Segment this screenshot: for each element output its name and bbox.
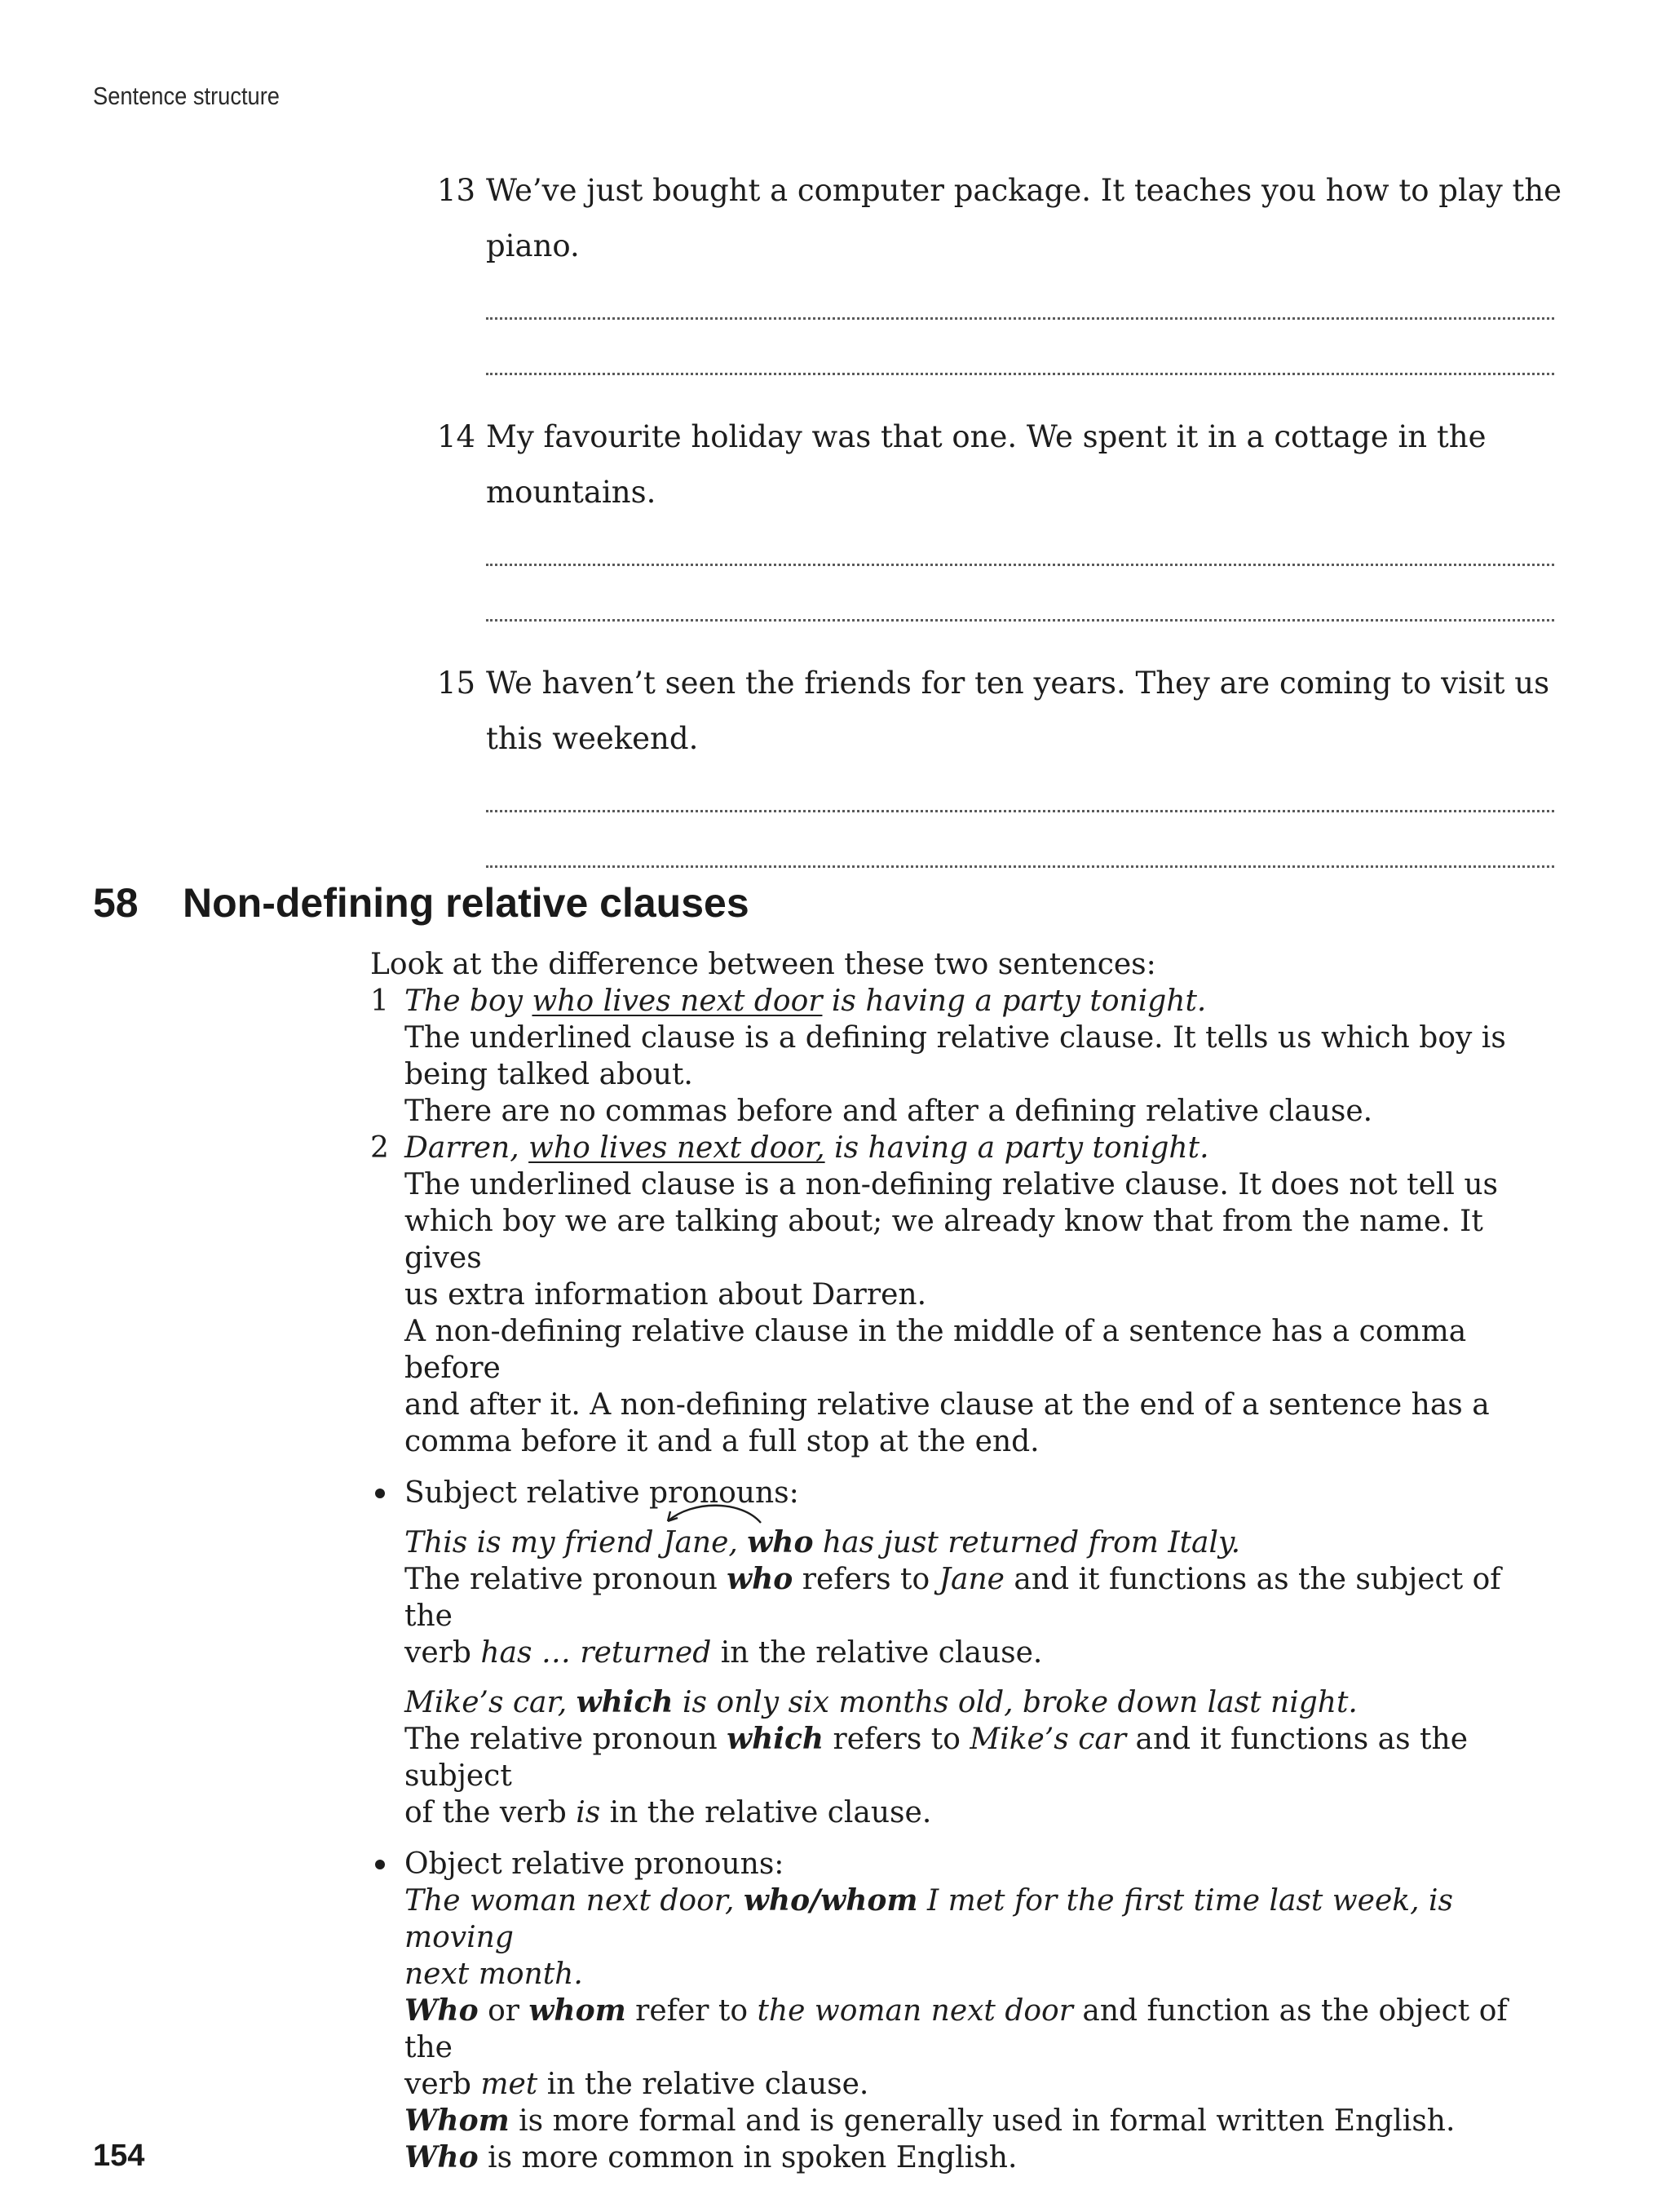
text-part: the woman next door: [757, 1994, 1073, 2028]
sentence-part: Darren,: [404, 1131, 529, 1165]
sentence-part: This is my friend: [404, 1526, 664, 1559]
answer-line[interactable]: [486, 330, 1554, 385]
sentence-part: I met for the first time last week, is moving: [404, 1884, 1453, 1954]
bullet-heading: Subject relative pronouns:: [404, 1476, 799, 1510]
exercise-list: [437, 163, 1562, 902]
text-part: and function as the object of the: [404, 1994, 1508, 2064]
answer-line[interactable]: [486, 520, 1554, 576]
text-part: verb: [404, 1636, 481, 1670]
text-part: is: [576, 1796, 601, 1829]
example-sentence: [404, 1130, 1544, 1166]
example-number: 2: [370, 1131, 389, 1165]
section-body: [370, 946, 1544, 2176]
relative-pronoun: Whom: [404, 2104, 510, 2138]
text-part: and it functions as the subject: [404, 1723, 1469, 1793]
exercise-item: [437, 163, 1562, 385]
example-sentence: [404, 1882, 1544, 1956]
bullet-icon: [375, 1860, 385, 1869]
explanation-line: [404, 2066, 1544, 2103]
running-head: Sentence structure: [93, 82, 280, 110]
text-part: is more formal and is generally used in formal written English.: [509, 2104, 1456, 2138]
answer-line[interactable]: [486, 274, 1554, 330]
underlined-clause: who lives next door: [532, 984, 823, 1018]
exercise-prompt-line: mountains.: [486, 475, 656, 510]
exercise-prompt-line: this weekend.: [486, 721, 699, 756]
relative-pronoun: who: [727, 1562, 793, 1596]
text-part: has … returned: [480, 1636, 712, 1670]
relative-pronoun: who/whom: [743, 1883, 918, 1918]
text-part: Jane: [939, 1563, 1005, 1596]
sentence-part: is having a party tonight.: [822, 984, 1207, 1018]
example-sentence: [404, 1684, 1544, 1721]
text-part: refers to: [793, 1563, 939, 1596]
sentence-part: is having a party tonight.: [824, 1131, 1209, 1165]
text-part: of the verb: [404, 1796, 577, 1829]
intro-text: Look at the difference between these two sentences:: [370, 948, 1156, 981]
exercise-number: 14: [437, 419, 476, 454]
sentence-part: The boy: [404, 984, 532, 1018]
text-part: met: [480, 2068, 538, 2101]
example-sentence: [404, 983, 1544, 1020]
exercise-prompt-line: We’ve just bought a computer package. It teaches you how to play the: [486, 173, 1562, 208]
underlined-clause: who lives next door,: [528, 1131, 825, 1165]
sentence-part: [738, 1526, 747, 1559]
object-pronouns-block: [370, 1846, 1544, 2176]
text-part: and it functions as the subject of the: [404, 1563, 1501, 1633]
text-part: The relative pronoun: [404, 1563, 727, 1596]
explanation-line: us extra information about Darren.: [404, 1278, 927, 1312]
explanation-line: [404, 2103, 1544, 2139]
explanation-line: [404, 2139, 1544, 2176]
curved-arrow-icon: [660, 1502, 766, 1526]
relative-pronoun: Who: [404, 2140, 479, 2174]
subject-pronouns-block: [370, 1475, 1544, 1831]
explanation-line: being talked about.: [404, 1058, 693, 1091]
explanation-line: [404, 1721, 1544, 1794]
relative-pronoun: whom: [528, 1993, 626, 2028]
section-number: 58: [93, 880, 139, 926]
explanation-line: There are no commas before and after a defining relative clause.: [404, 1095, 1373, 1128]
explanation-line: The underlined clause is a defining relative clause. It tells us which boy is: [404, 1021, 1506, 1055]
exercise-prompt-line: piano.: [486, 228, 580, 263]
exercise-number: 15: [437, 666, 476, 701]
answer-line[interactable]: [486, 822, 1554, 878]
text-part: in the relative clause.: [537, 2068, 869, 2101]
antecedent: Jane,: [663, 1526, 738, 1559]
antecedent-arrow: [663, 1524, 738, 1561]
text-part: The relative pronoun: [404, 1723, 727, 1756]
relative-pronoun: Who: [404, 1993, 479, 2028]
text-part: verb: [404, 2068, 481, 2101]
text-part: in the relative clause.: [600, 1796, 932, 1829]
explanation-line: and after it. A non-defining relative clause at the end of a sentence has a: [404, 1388, 1490, 1422]
exercise-prompt-line: My favourite holiday was that one. We spent it in a cottage in the: [486, 419, 1487, 454]
exercise-prompt-line: We haven’t seen the friends for ten years. They are coming to visit us: [486, 666, 1550, 701]
sentence-part: The woman next door,: [404, 1884, 744, 1918]
section-title: Non-defining relative clauses: [183, 880, 749, 926]
text-part: Mike’s car: [970, 1723, 1127, 1756]
section-heading: [93, 879, 749, 927]
explanation-line: which boy we are talking about; we already know that from the name. It gives: [404, 1205, 1483, 1275]
sentence-part: has just returned from Italy.: [813, 1526, 1241, 1559]
explanation-line: The underlined clause is a non-defining relative clause. It does not tell us: [404, 1168, 1498, 1201]
answer-line[interactable]: [486, 576, 1554, 631]
sentence-part: Mike’s car,: [404, 1686, 577, 1719]
explanation-line: [404, 1794, 1544, 1831]
answer-line[interactable]: [486, 767, 1554, 822]
explanation-line: [404, 1561, 1544, 1635]
example-sentence: [404, 1956, 1544, 1993]
explanation-line: comma before it and a full stop at the end.: [404, 1425, 1040, 1458]
example-2: [370, 1130, 1544, 1460]
text-part: is more common in spoken English.: [478, 2141, 1018, 2174]
example-number: 1: [370, 984, 389, 1018]
page-number: 154: [93, 2139, 145, 2173]
text-part: refers to: [824, 1723, 970, 1756]
sentence-part: next month.: [404, 1958, 583, 1991]
explanation-line: A non-defining relative clause in the middle of a sentence has a comma before: [404, 1315, 1467, 1385]
bullet-icon: [375, 1489, 385, 1498]
relative-pronoun: which: [727, 1722, 824, 1756]
exercise-number: 13: [437, 173, 476, 208]
bullet-heading: Object relative pronouns:: [404, 1847, 784, 1881]
explanation-line: [404, 1993, 1544, 2066]
sentence-part: is only six months old, broke down last night.: [673, 1686, 1358, 1719]
relative-pronoun: who: [747, 1525, 814, 1559]
text-part: refer to: [625, 1994, 758, 2028]
explanation-line: [404, 1635, 1544, 1671]
relative-pronoun: which: [576, 1685, 674, 1719]
exercise-item: [437, 409, 1562, 631]
text-part: or: [478, 1994, 529, 2028]
example-1: [370, 983, 1544, 1130]
exercise-item: [437, 656, 1562, 878]
text-part: in the relative clause.: [711, 1636, 1043, 1670]
example-sentence: [404, 1524, 1544, 1561]
